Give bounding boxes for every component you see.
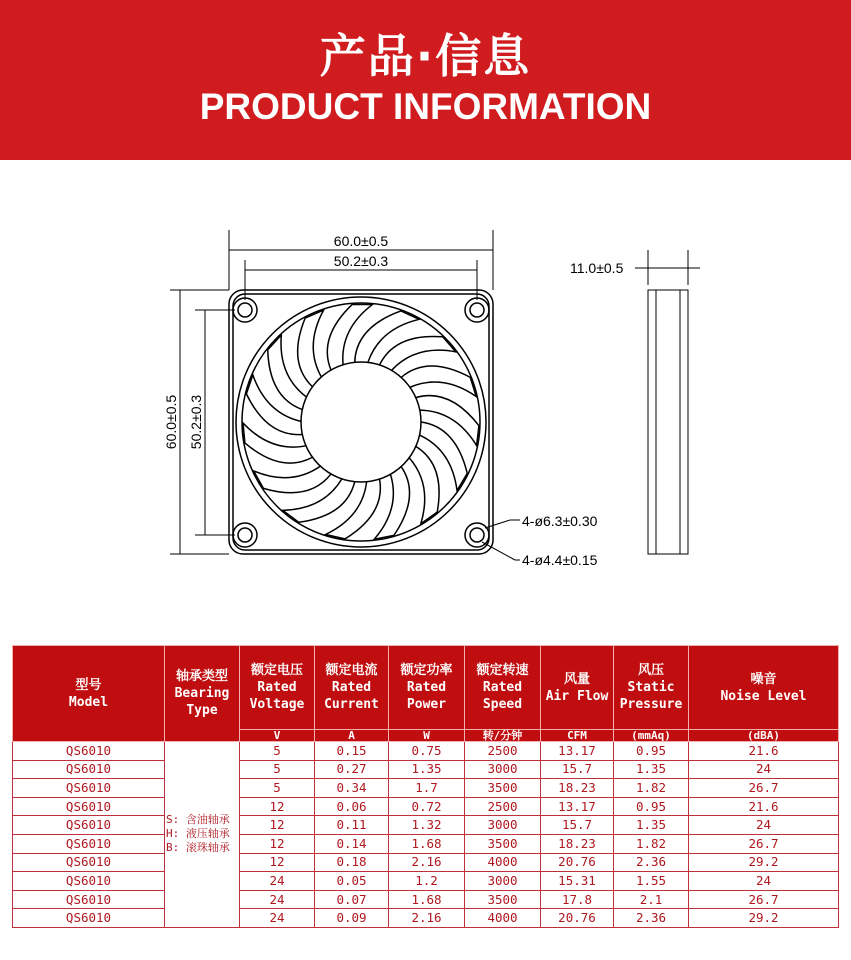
table-cell: 21.6 bbox=[689, 797, 839, 816]
table-cell: 2.36 bbox=[614, 909, 689, 928]
table-cell: 1.68 bbox=[389, 890, 465, 909]
dim-hole-outer: 4-ø6.3±0.30 bbox=[522, 513, 598, 529]
table-cell: 29.2 bbox=[689, 853, 839, 872]
dim-thickness: 11.0±0.5 bbox=[570, 260, 624, 276]
unit-header: CFM bbox=[541, 730, 614, 742]
table-cell: QS6010 bbox=[13, 853, 165, 872]
table-cell: 26.7 bbox=[689, 779, 839, 798]
table-cell: 24 bbox=[240, 909, 315, 928]
table-cell: 15.7 bbox=[541, 816, 614, 835]
table-cell: QS6010 bbox=[13, 890, 165, 909]
col-header: 轴承类型 Bearing Type bbox=[165, 646, 240, 742]
table-cell: QS6010 bbox=[13, 909, 165, 928]
spec-table bbox=[12, 645, 839, 928]
col-header: 额定电流 Rated Current bbox=[315, 646, 389, 730]
front-view bbox=[229, 290, 493, 554]
table-cell: 18.23 bbox=[541, 779, 614, 798]
table-cell: 4000 bbox=[465, 909, 541, 928]
table-cell: 1.82 bbox=[614, 779, 689, 798]
table-row bbox=[13, 816, 839, 835]
title-en: PRODUCT INFORMATION bbox=[199, 86, 652, 127]
table-row bbox=[13, 853, 839, 872]
col-header: 风量 Air Flow bbox=[541, 646, 614, 730]
table-cell: 12 bbox=[240, 834, 315, 853]
unit-header: (mmAq) bbox=[614, 730, 689, 742]
table-cell: 2.16 bbox=[389, 909, 465, 928]
table-cell: 0.06 bbox=[315, 797, 389, 816]
table-cell: 1.68 bbox=[389, 834, 465, 853]
table-cell: 24 bbox=[240, 890, 315, 909]
table-cell: 12 bbox=[240, 853, 315, 872]
table-cell: 15.7 bbox=[541, 760, 614, 779]
table-cell: 2500 bbox=[465, 797, 541, 816]
table-cell: 3000 bbox=[465, 816, 541, 835]
fan-blade bbox=[298, 310, 324, 387]
fan-blade bbox=[268, 335, 307, 410]
col-header: 额定电压 Rated Voltage bbox=[240, 646, 315, 730]
col-header: 噪音 Noise Level bbox=[689, 646, 839, 730]
table-cell: 0.09 bbox=[315, 909, 389, 928]
table-cell: 24 bbox=[689, 760, 839, 779]
table-cell: 3000 bbox=[465, 760, 541, 779]
fan-blade bbox=[374, 467, 409, 540]
table-cell: 24 bbox=[689, 816, 839, 835]
table-cell: 26.7 bbox=[689, 890, 839, 909]
table-cell: 1.35 bbox=[389, 760, 465, 779]
fan-blade bbox=[254, 466, 331, 493]
table-cell: 0.72 bbox=[389, 797, 465, 816]
table-cell: 12 bbox=[240, 816, 315, 835]
table-cell: 0.95 bbox=[614, 797, 689, 816]
table-cell: 3500 bbox=[465, 834, 541, 853]
table-cell: 2500 bbox=[465, 742, 541, 761]
table-cell: 2.36 bbox=[614, 853, 689, 872]
col-header: 额定功率 Rated Power bbox=[389, 646, 465, 730]
table-cell: 26.7 bbox=[689, 834, 839, 853]
unit-header: A bbox=[315, 730, 389, 742]
table-cell: 0.34 bbox=[315, 779, 389, 798]
dim-width-inner: 50.2±0.3 bbox=[333, 253, 389, 269]
col-header: 风压 Static Pressure bbox=[614, 646, 689, 730]
table-cell: 3500 bbox=[465, 779, 541, 798]
table-cell: 1.2 bbox=[389, 872, 465, 891]
table-cell: 18.23 bbox=[541, 834, 614, 853]
table-cell: 1.35 bbox=[614, 760, 689, 779]
table-cell: 21.6 bbox=[689, 742, 839, 761]
table-cell: 1.32 bbox=[389, 816, 465, 835]
table-cell: 20.76 bbox=[541, 853, 614, 872]
title-cn: 产品·信息 bbox=[319, 29, 532, 83]
table-row bbox=[13, 779, 839, 798]
bearing-note: S: 含油轴承 H: 液压轴承 B: 滚珠轴承 bbox=[165, 742, 240, 928]
table-cell: 20.76 bbox=[541, 909, 614, 928]
dim-width-outer: 60.0±0.5 bbox=[333, 233, 389, 249]
table-cell: QS6010 bbox=[13, 742, 165, 761]
table-cell: 12 bbox=[240, 797, 315, 816]
table-cell: 5 bbox=[240, 760, 315, 779]
table-cell: 0.18 bbox=[315, 853, 389, 872]
table-row bbox=[13, 890, 839, 909]
table-cell: 13.17 bbox=[541, 742, 614, 761]
table-cell: 0.07 bbox=[315, 890, 389, 909]
fan-blade bbox=[380, 336, 456, 370]
table-cell: 3000 bbox=[465, 872, 541, 891]
table-cell: QS6010 bbox=[13, 797, 165, 816]
table-cell: QS6010 bbox=[13, 816, 165, 835]
table-cell: 24 bbox=[240, 872, 315, 891]
table-cell: 5 bbox=[240, 742, 315, 761]
col-header: 额定转速 Rated Speed bbox=[465, 646, 541, 730]
table-cell: 0.05 bbox=[315, 872, 389, 891]
table-cell: 1.82 bbox=[614, 834, 689, 853]
table-cell: 3500 bbox=[465, 890, 541, 909]
table-cell: 29.2 bbox=[689, 909, 839, 928]
table-cell: 0.14 bbox=[315, 834, 389, 853]
dim-height-outer: 60.0±0.5 bbox=[163, 394, 179, 450]
table-cell: 2.16 bbox=[389, 853, 465, 872]
table-cell: QS6010 bbox=[13, 834, 165, 853]
table-row bbox=[13, 742, 839, 761]
header-banner bbox=[0, 0, 851, 160]
table-cell: 1.35 bbox=[614, 816, 689, 835]
fan-blade bbox=[327, 304, 372, 370]
table-cell: 5 bbox=[240, 779, 315, 798]
table-cell: QS6010 bbox=[13, 760, 165, 779]
table-cell: 1.55 bbox=[614, 872, 689, 891]
unit-header: (dBA) bbox=[689, 730, 839, 742]
table-cell: 2.1 bbox=[614, 890, 689, 909]
unit-header: 转/分钟 bbox=[465, 730, 541, 742]
table-cell: 0.75 bbox=[389, 742, 465, 761]
col-header: 型号 Model bbox=[13, 646, 165, 742]
table-cell: QS6010 bbox=[13, 872, 165, 891]
table-cell: 0.15 bbox=[315, 742, 389, 761]
table-row bbox=[13, 909, 839, 928]
table-cell: QS6010 bbox=[13, 779, 165, 798]
table-cell: 15.31 bbox=[541, 872, 614, 891]
table-row bbox=[13, 872, 839, 891]
unit-header: V bbox=[240, 730, 315, 742]
table-cell: 24 bbox=[689, 872, 839, 891]
table-cell: 1.7 bbox=[389, 779, 465, 798]
table-cell: 17.8 bbox=[541, 890, 614, 909]
table-row bbox=[13, 797, 839, 816]
dim-hole-inner: 4-ø4.4±0.15 bbox=[522, 552, 598, 568]
table-cell: 0.95 bbox=[614, 742, 689, 761]
fan-blade bbox=[409, 446, 439, 523]
table-cell: 0.11 bbox=[315, 816, 389, 835]
table-cell: 4000 bbox=[465, 853, 541, 872]
table-cell: 13.17 bbox=[541, 797, 614, 816]
dim-height-inner: 50.2±0.3 bbox=[188, 394, 204, 450]
table-cell: 0.27 bbox=[315, 760, 389, 779]
table-row bbox=[13, 834, 839, 853]
fan-drawing bbox=[0, 160, 851, 630]
unit-header: W bbox=[389, 730, 465, 742]
table-row bbox=[13, 760, 839, 779]
